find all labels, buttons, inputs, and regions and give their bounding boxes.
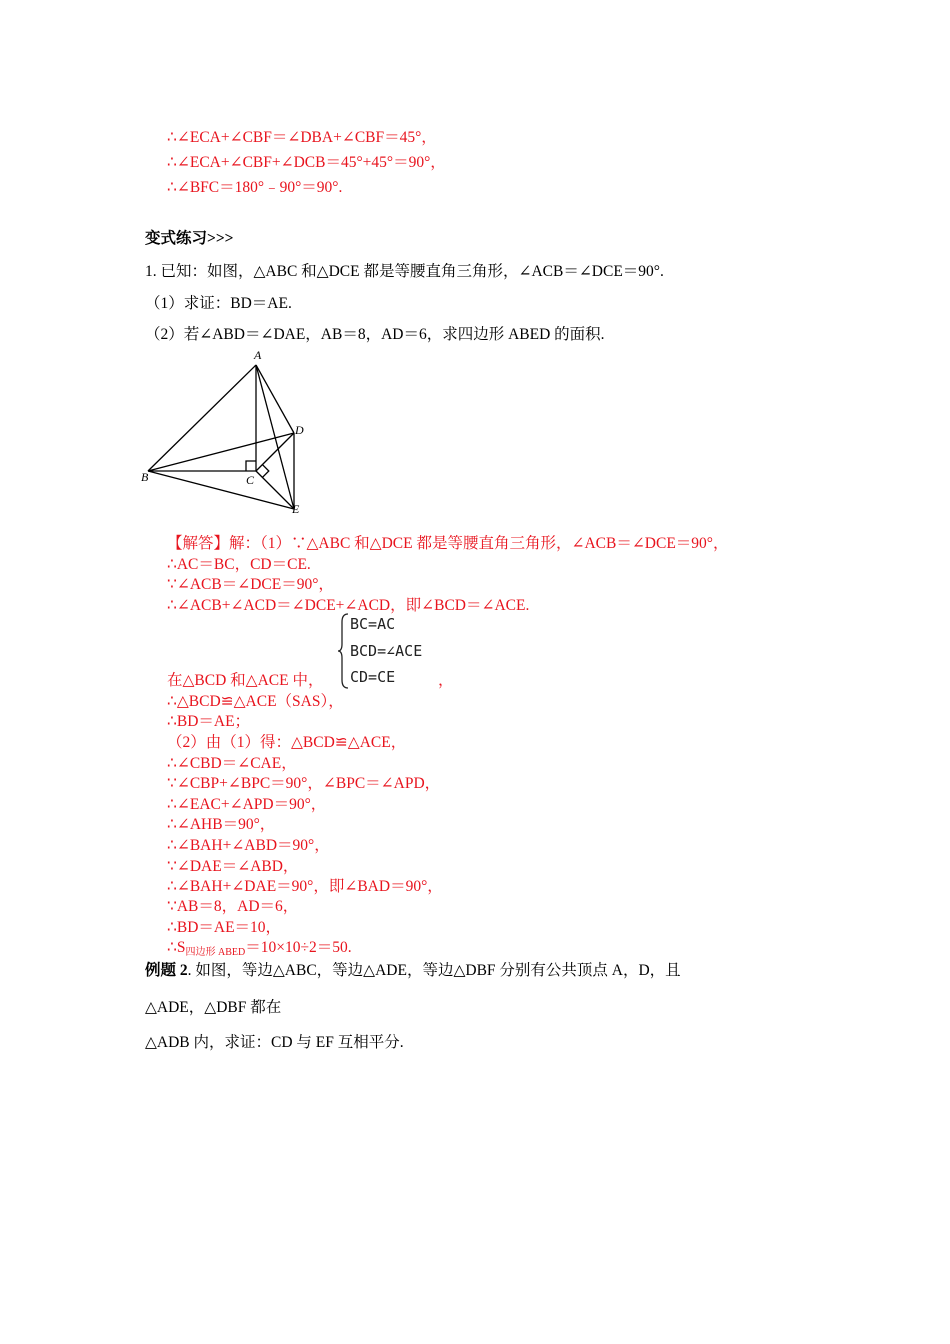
label-c: C — [246, 473, 255, 487]
example-2-line-1 — [145, 961, 681, 981]
solution-line-5-tail: ， — [438, 672, 454, 689]
proof-line-2: ∴∠ECA+∠CBF+∠DCB＝45°+45°＝90°， — [167, 154, 446, 171]
segment-ad — [256, 365, 294, 433]
example-2-text-1: . 如图，等边△ABC，等边△ADE，等边△DBF 分别有公共顶点 A，D，且 — [187, 962, 681, 979]
segment-ce — [256, 471, 294, 509]
example-2-line-2: △ADE，△DBF 都在 — [145, 999, 282, 1016]
solution-line-10: ∵∠CBP+∠BPC＝90°，∠BPC＝∠APD， — [167, 775, 441, 792]
label-d: D — [295, 423, 304, 437]
example-2-line-3: △ADB 内，求证：CD 与 EF 互相平分. — [145, 1034, 404, 1051]
exercise-question: 1. 已知：如图，△ABC 和△DCE 都是等腰直角三角形，∠ACB＝∠DCE＝90°. — [145, 263, 664, 280]
segment-ab — [148, 365, 256, 471]
solution-line-6: ∴△BCD≌△ACE（SAS）， — [167, 693, 344, 710]
solution-line-9: ∴∠CBD＝∠CAE， — [167, 755, 297, 772]
right-angle-dce — [262, 465, 268, 478]
segment-be — [148, 471, 294, 509]
solution-line-18 — [167, 938, 352, 963]
solution-line-17: ∴BD＝AE＝10， — [167, 919, 282, 936]
proof-line-3: ∴∠BFC＝180°﹣90°＝90°. — [167, 179, 343, 196]
exercise-part-1: （1）求证：BD＝AE. — [145, 295, 292, 312]
solution-line-12: ∴∠AHB＝90°， — [167, 816, 276, 833]
exercise-part-2: （2）若∠ABD＝∠DAE，AB＝8，AD＝6，求四边形 ABED 的面积. — [145, 326, 605, 343]
solution-line-7: ∴BD＝AE； — [167, 713, 251, 730]
solution-line-3: ∵∠ACB＝∠DCE＝90°， — [167, 576, 334, 593]
example-2-label: 例题 2 — [145, 962, 188, 979]
solution-line-5: 在△BCD 和△ACE 中， — [167, 672, 324, 689]
system-eq-3: CD=CE — [350, 668, 396, 686]
right-angle-acb — [246, 461, 256, 471]
proof-line-1: ∴∠ECA+∠CBF＝∠DBA+∠CBF＝45°， — [167, 129, 437, 146]
solution-line-8: （2）由（1）得：△BCD≌△ACE， — [167, 734, 407, 751]
label-b: B — [141, 470, 149, 484]
system-eq-2: BCD=∠ACE — [350, 642, 423, 660]
area-subscript: 四边形 ABED — [185, 947, 246, 958]
label-a: A — [254, 348, 262, 362]
solution-line-1: 【解答】解：（1）∵△ABC 和△DCE 都是等腰直角三角形，∠ACB＝∠DCE＝90°， — [167, 535, 729, 552]
area-symbol: ∴S — [167, 939, 186, 956]
section-title: 变式练习>>> — [145, 230, 234, 247]
geometry-figure — [138, 345, 313, 515]
solution-line-15: ∴∠BAH+∠DAE＝90°，即∠BAD＝90°， — [167, 878, 443, 895]
segment-bd — [148, 433, 294, 471]
solution-line-2: ∴AC＝BC，CD＝CE. — [167, 556, 311, 573]
solution-line-13: ∴∠BAH+∠ABD＝90°， — [167, 837, 330, 854]
segment-ae — [256, 365, 294, 509]
solution-line-11: ∴∠EAC+∠APD＝90°， — [167, 796, 327, 813]
solution-line-14: ∵∠DAE＝∠ABD， — [167, 858, 299, 875]
brace-icon — [338, 612, 350, 690]
system-eq-1: BC=AC — [350, 615, 396, 633]
solution-line-4: ∴∠ACB+∠ACD＝∠DCE+∠ACD，即∠BCD＝∠ACE. — [167, 597, 530, 614]
label-e: E — [292, 502, 300, 515]
area-result: ＝10×10÷2＝50. — [245, 939, 352, 956]
solution-line-16: ∵AB＝8，AD＝6， — [167, 898, 299, 915]
